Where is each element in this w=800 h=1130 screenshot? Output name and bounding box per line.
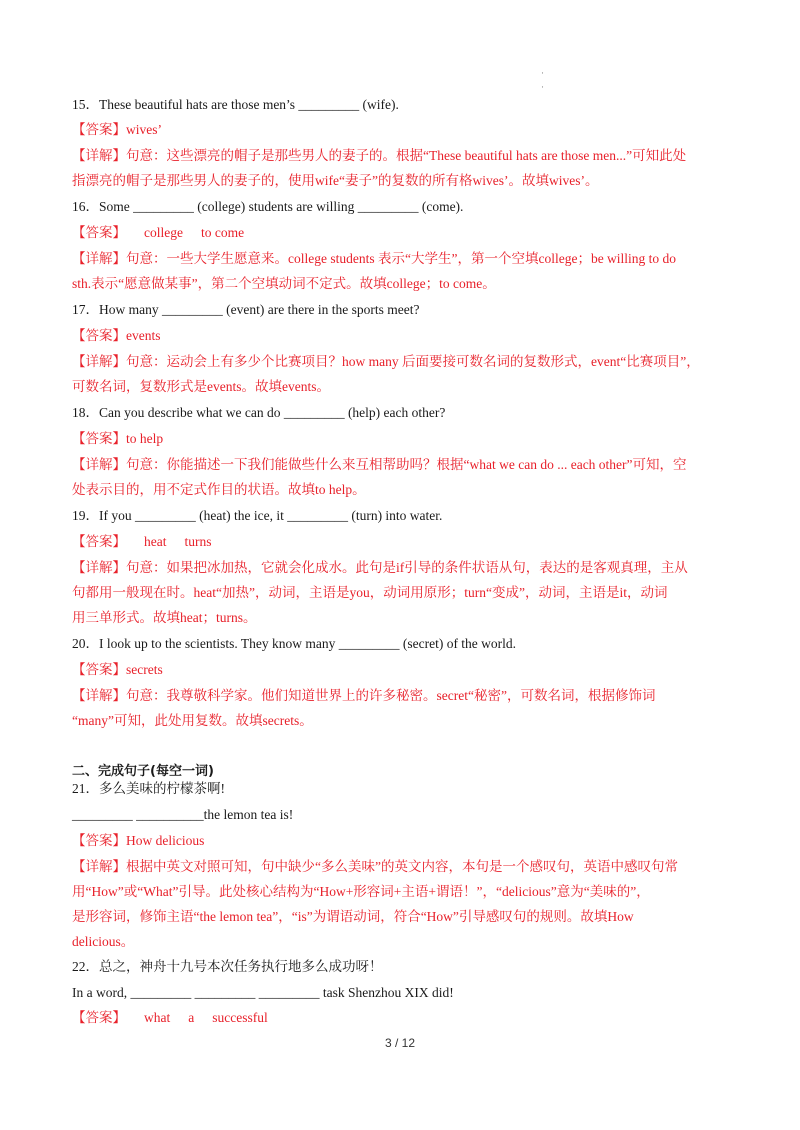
answer-value: events: [126, 328, 161, 343]
section-heading: 二、完成句子(每空一词): [72, 764, 214, 779]
question-18-detail: [72, 456, 732, 474]
detail-text: 指漂亮的帽子是那些男人的妻子的，使用wife“妻子”的复数的所有格wives’。故填wives’。: [72, 173, 599, 188]
question-15-stem: 15．These beautiful hats are those men’s _________ (wife).: [72, 97, 399, 112]
question-17-stem: 17．How many _________ (event) are there in the sports meet?: [72, 302, 420, 317]
answer-value: college: [144, 225, 183, 240]
question-19-detail: [72, 559, 732, 577]
answer-label: 【答案】: [72, 328, 126, 343]
question-19-answer: [72, 533, 732, 551]
detail-text: 句意：这些漂亮的帽子是那些男人的妻子的。根据“These beautiful hats are those men...”可知此处: [126, 148, 687, 163]
question-16-detail: [72, 250, 732, 268]
detail-text: “many”可知，此处用复数。故填secrets。: [72, 713, 313, 728]
detail-text: 句意：我尊敬科学家。他们知道世界上的许多秘密。secret“秘密”，可数名词，根据修饰词: [126, 688, 656, 703]
detail-text: 是形容词，修饰主语“the lemon tea”，“is”为谓语动词，符合“How”引导感叹句的规则。故填How: [72, 909, 634, 924]
header-marks: [541, 66, 544, 94]
answer-value: to help: [126, 431, 164, 446]
answer-value: How delicious: [126, 833, 205, 848]
detail-label: 【详解】: [72, 457, 126, 472]
question-21-blank-line: _________ __________the lemon tea is!: [72, 807, 294, 822]
detail-text: 处表示目的，用不定式作目的状语。故填to help。: [72, 482, 366, 497]
detail-text: 根据中英文对照可知，句中缺少“多么美味”的英文内容，本句是一个感叹句，英语中感叹句常: [126, 859, 678, 874]
question-15-detail: [72, 147, 732, 165]
answer-label: 【答案】: [72, 833, 126, 848]
header-mark: ·: [541, 68, 544, 78]
answer-label: 【答案】: [72, 534, 126, 549]
detail-text: 句都用一般现在时。heat“加热”，动词，主语是you，动词用原形；turn“变成”，动词，主语是it，动词: [72, 585, 668, 600]
answer-label: 【答案】: [72, 122, 126, 137]
question-21-answer: [72, 832, 732, 850]
question-20-detail: [72, 687, 732, 705]
question-21-detail: [72, 858, 732, 876]
answer-value: a: [188, 1010, 195, 1025]
detail-text: 句意：如果把冰加热，它就会化成水。此句是if引导的条件状语从句，表达的是客观真理，主从: [126, 560, 688, 575]
detail-text: 用三单形式。故填heat；turns。: [72, 610, 257, 625]
question-20-answer: [72, 661, 732, 679]
detail-text: 句意：一些大学生愿意来。college students 表示“大学生”，第一个空填college；be willing to do: [126, 251, 677, 266]
detail-label: 【详解】: [72, 148, 126, 163]
question-18-stem: 18．Can you describe what we can do _________ (help) each other?: [72, 405, 446, 420]
page-number: 3 / 12: [384, 1036, 416, 1050]
detail-label: 【详解】: [72, 354, 126, 369]
detail-label: 【详解】: [72, 859, 126, 874]
header-mark: ·: [541, 82, 544, 92]
detail-text: sth.表示“愿意做某事”，第二个空填动词不定式。故填college；to come。: [72, 276, 496, 291]
answer-value: turns: [184, 534, 212, 549]
question-20-stem: 20．I look up to the scientists. They know many _________ (secret) of the world.: [72, 636, 517, 651]
question-18-answer: [72, 430, 732, 448]
question-16-answer: [72, 224, 732, 242]
detail-text: 句意：你能描述一下我们能做些什么来互相帮助吗？根据“what we can do ... each other”可知，空: [126, 457, 687, 472]
detail-text: 可数名词，复数形式是events。故填events。: [72, 379, 330, 394]
answer-value: successful: [212, 1010, 268, 1025]
detail-text: 用“How”或“What”引导。此处核心结构为“How+形容词+主语+谓语！”，“delicious”意为“美味的”，: [72, 884, 650, 899]
question-15-answer: [72, 121, 732, 139]
question-16-stem: 16．Some _________ (college) students are willing _________ (come).: [72, 199, 464, 214]
answer-label: 【答案】: [72, 1010, 126, 1025]
question-22-answer: [72, 1009, 732, 1027]
detail-label: 【详解】: [72, 688, 126, 703]
detail-text: delicious。: [72, 934, 135, 949]
detail-label: 【详解】: [72, 251, 126, 266]
answer-label: 【答案】: [72, 662, 126, 677]
answer-value: to come: [200, 225, 245, 240]
detail-text: 句意：运动会上有多少个比赛项目？how many 后面要接可数名词的复数形式，event“比赛项目”，: [126, 354, 700, 369]
answer-label: 【答案】: [72, 225, 126, 240]
answer-value: heat: [144, 534, 167, 549]
question-17-answer: [72, 327, 732, 345]
question-22-blank-line: In a word, _________ _________ _________ task Shenzhou XIX did!: [72, 985, 454, 1000]
answer-value: what: [144, 1010, 171, 1025]
answer-value: secrets: [126, 662, 163, 677]
answer-value: wives’: [126, 122, 162, 137]
answer-label: 【答案】: [72, 431, 126, 446]
detail-label: 【详解】: [72, 560, 126, 575]
question-19-stem: 19．If you _________ (heat) the ice, it _________ (turn) into water.: [72, 508, 443, 523]
question-22-stem: 22．总之，神舟十九号本次任务执行地多么成功呀！: [72, 959, 383, 974]
question-17-detail: [72, 353, 732, 371]
question-21-stem: 21．多么美味的柠檬茶啊!: [72, 781, 225, 796]
